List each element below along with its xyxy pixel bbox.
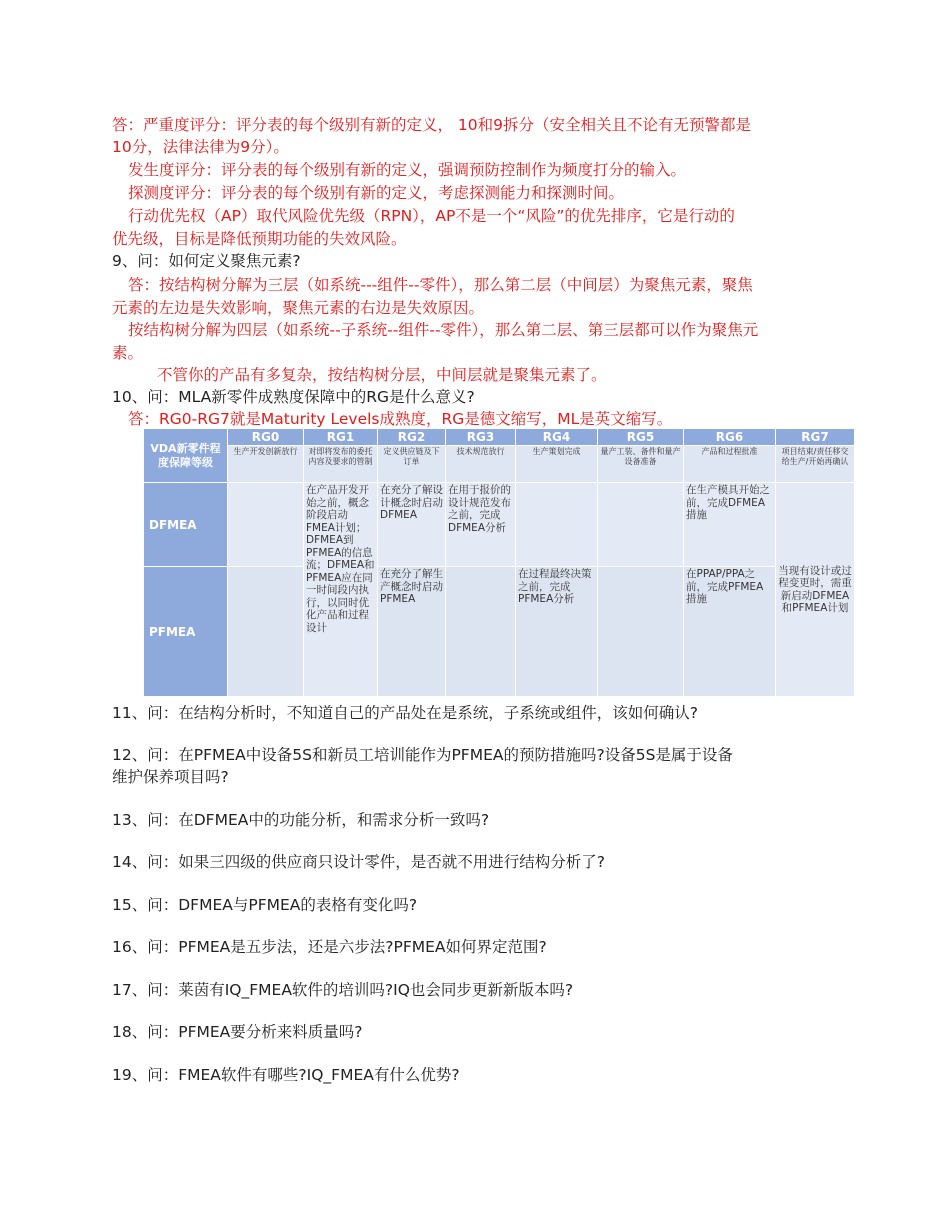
table-header-rg4: RG4: [516, 429, 598, 446]
table-subheader: 技术规范放行: [446, 446, 516, 483]
table-cell: [598, 567, 684, 697]
question-9: 9、问：如何定义聚焦元素?: [112, 252, 301, 270]
table-cell-dfmea-rg2: 在充分了解设计概念时启动DFMEA: [378, 483, 446, 567]
question-12-cont: 维护保养项目吗?: [112, 768, 229, 786]
table-subheader: 项目结束/责任移交给生产/开始再确认: [776, 446, 855, 483]
table-header-rg5: RG5: [598, 429, 684, 446]
table-cell-rg7: 当现有设计或过程变更时，需重新启动DFMEA和PFMEA计划: [776, 483, 855, 697]
table-header-rg3: RG3: [446, 429, 516, 446]
table-cell: [228, 483, 304, 567]
table-cell-pfmea-rg4: 在过程最终决策之前，完成PFMEA分析: [516, 567, 598, 697]
answer-line: 答：严重度评分：评分表的每个级别有新的定义， 10和9拆分（安全相关且不论有无预警都是: [112, 116, 752, 134]
table-subheader: 产品和过程批准: [684, 446, 776, 483]
table-subheader: 量产工装、备件和量产设备准备: [598, 446, 684, 483]
table-header-rg1: RG1: [304, 429, 378, 446]
answer-line: 探测度评分：评分表的每个级别有新的定义，考虑探测能力和探测时间。: [128, 184, 625, 202]
table-cell: [228, 567, 304, 697]
answer-line: 发生度评分：评分表的每个级别有新的定义，强调预防控制作为频度打分的输入。: [128, 161, 687, 179]
table-subheader: 定义供应链及下订单: [378, 446, 446, 483]
answer-line: 不管你的产品有多复杂，按结构树分层，中间层就是聚集元素了。: [157, 366, 607, 384]
table-subheader: 对即将发布的委托内容及要求的管制: [304, 446, 378, 483]
table-cell: [516, 483, 598, 567]
table-cell-dfmea-rg3: 在用于报价的设计规范发布之前，完成DFMEA分析: [446, 483, 516, 567]
table-subheader: 生产策划完成: [516, 446, 598, 483]
question-17: 17、问：莱茵有IQ_FMEA软件的培训吗?IQ也会同步更新新版本吗?: [112, 981, 574, 999]
answer-line: 元素的左边是失效影响，聚焦元素的右边是失效原因。: [112, 299, 485, 317]
table-header-rg6: RG6: [684, 429, 776, 446]
table-cell-pfmea-rg2: 在充分了解生产概念时启动PFMEA: [378, 567, 446, 697]
table-subheader: 生产开发创新放行: [228, 446, 304, 483]
answer-line: 10分，法律法律为9分）。: [112, 138, 289, 156]
question-19: 19、问：FMEA软件有哪些?IQ_FMEA有什么优势?: [112, 1066, 460, 1084]
question-18: 18、问：PFMEA要分析来料质量吗?: [112, 1023, 363, 1041]
table-cell-dfmea-rg1: 在产品开发开始之前，概念阶段启动FMEA计划；DFMEA到PFMEA的信息流；DFMEA和PFMEA应在同一时间段内执行，以同时优化产品和过程设计: [304, 483, 378, 697]
question-12: 12、问：在PFMEA中设备5S和新员工培训能作为PFMEA的预防措施吗?设备5S是属于设备: [112, 746, 733, 764]
table-cell: [446, 567, 516, 697]
question-10: 10、问：MLA新零件成熟度保障中的RG是什么意义?: [112, 388, 475, 406]
table-cell: [598, 483, 684, 567]
question-13: 13、问：在DFMEA中的功能分析，和需求分析一致吗?: [112, 811, 490, 829]
table-row-header-dfmea: DFMEA: [144, 483, 228, 567]
table-header-rg2: RG2: [378, 429, 446, 446]
answer-line: 答：按结构树分解为三层（如系统---组件--零件），那么第二层（中间层）为聚焦元素，聚焦: [128, 276, 753, 294]
question-11: 11、问：在结构分析时，不知道自己的产品处在是系统，子系统或组件，该如何确认?: [112, 704, 698, 722]
question-15: 15、问：DFMEA与PFMEA的表格有变化吗?: [112, 896, 418, 914]
question-14: 14、问：如果三四级的供应商只设计零件，是否就不用进行结构分析了?: [112, 853, 605, 871]
answer-line: 素。: [112, 344, 144, 362]
table-header-rg7: RG7: [776, 429, 855, 446]
answer-line: 优先级，目标是降低预期功能的失效风险。: [112, 230, 407, 248]
answer-line: 按结构树分解为四层（如系统--子系统--组件--零件），那么第二层、第三层都可以作为聚焦元: [128, 321, 759, 339]
table-header-rg0: RG0: [228, 429, 304, 446]
answer-line: 答：RG0-RG7就是Maturity Levels成熟度，RG是德文缩写，ML是英文缩写。: [128, 410, 673, 428]
table-corner-header: VDA新零件程度保障等级: [144, 429, 228, 483]
rg-maturity-table: [143, 428, 855, 697]
answer-line: 行动优先权（AP）取代风险优先级（RPN），AP不是一个“风险”的优先排序，它是行动的: [128, 207, 735, 225]
table-cell-pfmea-rg6: 在PPAP/PPA之前，完成PFMEA措施: [684, 567, 776, 697]
question-16: 16、问：PFMEA是五步法，还是六步法?PFMEA如何界定范围?: [112, 938, 547, 956]
table-cell-dfmea-rg6: 在生产模具开始之前，完成DFMEA措施: [684, 483, 776, 567]
table-row-header-pfmea: PFMEA: [144, 567, 228, 697]
